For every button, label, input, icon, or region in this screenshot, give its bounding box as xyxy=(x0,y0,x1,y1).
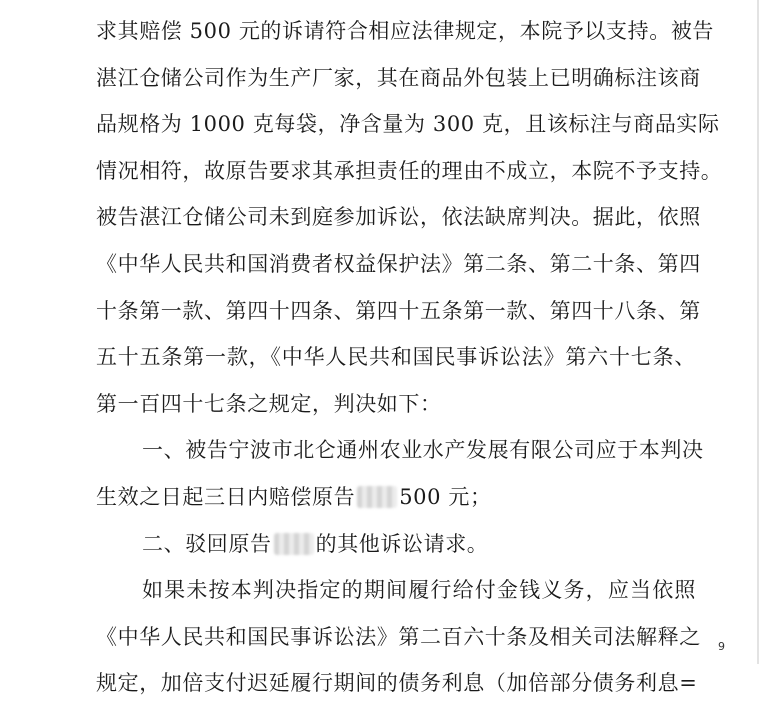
text-line: 《中华人民共和国民事诉讼法》第二百六十条及相关司法解释之 xyxy=(96,624,701,649)
redacted-name xyxy=(357,486,397,508)
text-span: 的其他诉讼请求。 xyxy=(315,531,489,556)
page-edge xyxy=(757,0,759,664)
text-line: 十条第一款、第四十四条、第四十五条第一款、第四十八条、第 xyxy=(96,298,701,323)
text-span: 生效之日起三日内赔偿原告 xyxy=(96,484,356,509)
text-line: 被告湛江仓储公司未到庭参加诉讼，依法缺席判决。据此，依照 xyxy=(96,205,701,230)
text-span: 二、驳回原告 xyxy=(142,531,272,556)
judgment-item-1-cont xyxy=(96,474,696,521)
text-line: 如果未按本判决指定的期间履行给付金钱义务，应当依照 xyxy=(142,578,696,603)
text-line: 《中华人民共和国消费者权益保护法》第二条、第二十条、第四 xyxy=(96,251,701,276)
text-line: 规定，加倍支付迟延履行期间的债务利息（加倍部分债务利息= xyxy=(96,671,698,696)
text-line: 求其赔偿 500 元的诉请符合相应法律规定，本院予以支持。被告 xyxy=(96,19,715,43)
text-line: 情况相符，故原告要求其承担责任的理由不成立，本院不予支持。 xyxy=(96,158,723,183)
redacted-name xyxy=(274,533,314,555)
text-line: 五十五条第一款，《中华人民共和国民事诉讼法》第六十七条、 xyxy=(96,345,696,370)
text-span: 500 元； xyxy=(399,484,492,509)
judgment-item-1: 一、被告宁波市北仑通州农业水产发展有限公司应于本判决 xyxy=(142,438,704,463)
judgment-text xyxy=(96,8,723,707)
text-line: 第一百四十七条之规定，判决如下： xyxy=(96,391,442,416)
page-number: 9 xyxy=(718,640,725,653)
judgment-item-2 xyxy=(96,521,696,568)
text-line: 湛江仓储公司作为生产厂家，其在商品外包装上已明确标注该商 xyxy=(96,65,701,90)
text-line: 品规格为 1000 克每袋，净含量为 300 克，且该标注与商品实际 xyxy=(96,112,720,137)
